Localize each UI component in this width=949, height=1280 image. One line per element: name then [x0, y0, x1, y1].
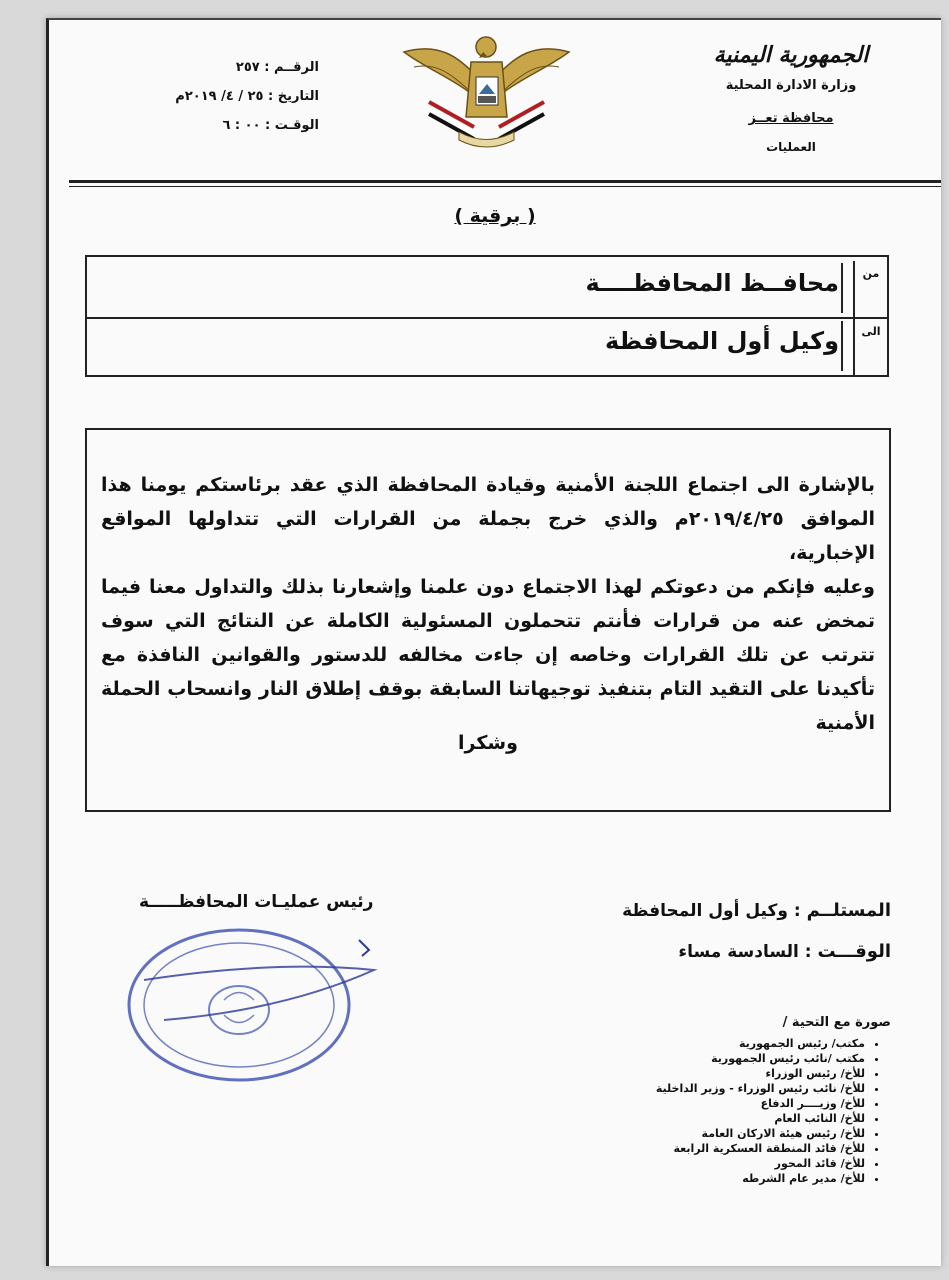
- cc-item: • للأخ/ رئيس هيئة الاركان العامة: [371, 1126, 865, 1141]
- department-name: العمليات: [766, 140, 816, 154]
- recipient-line: [622, 900, 891, 921]
- ministry-name: وزارة الادارة المحلية: [725, 78, 857, 93]
- from-separator: [841, 263, 851, 313]
- cc-title: صورة مع التحية /: [782, 1015, 891, 1030]
- receipt-time-value: : السادسة مساء: [678, 942, 812, 962]
- letter-number: الرقــم : ٢٥٧: [235, 60, 319, 75]
- recipient-label: المستلــم: [806, 900, 891, 921]
- body-paragraph-2: وعليه فإنكم من دعوتكم لهذا الاجتماع دون علمنا وإشعارنا بذلك والتداول معنا فيما تمخض عنه من قرارات فأنتم تتحملون المسئولية الكاملة عن النتائج التي سوف تترتب عن تلك القرارات وخاصه إن جاءت مخالفه للدستور والقوانين النافذة مع تأكيدنا على التقيد التام بتنفيذ توجيهاتنا السابقة بوقف إطلاق النار وانسحاب الحملة الأمنية: [101, 576, 875, 734]
- receipt-time-label: الوقـــت: [817, 941, 891, 962]
- cc-item: • مكتب/ رئيس الجمهورية: [371, 1036, 865, 1051]
- cc-item: • للأخ/ رئيس الوزراء: [371, 1066, 865, 1081]
- cc-item: • للأخ/ نائب رئيس الوزراء - وزير الداخلية: [371, 1081, 865, 1096]
- cc-item: • للأخ/ قائد المحور: [371, 1156, 865, 1171]
- receipt-block: [622, 900, 891, 982]
- letter-time: الوقـت : ٠٠ : ٦: [222, 118, 319, 133]
- document-page: [46, 18, 941, 1266]
- from-row: [87, 261, 887, 319]
- cc-item: • للأخ/ وزيــــر الدفاع: [371, 1096, 865, 1111]
- official-stamp-icon: [124, 920, 384, 1090]
- from-value: محافــظ المحافظــــة: [585, 269, 839, 297]
- body-paragraph-1: بالإشارة الى اجتماع اللجنة الأمنية وقيادة المحافظة الذي عقد برئاستكم يومنا هذا الموافق ٢٠١٩/٤/٢٥م والذي خرج بجملة من القرارات التي تتداولها المواقع الإخبارية،: [101, 474, 875, 564]
- document-type-title: ( برقية ): [454, 205, 536, 227]
- cc-item: • للأخ/ النائب العام: [371, 1111, 865, 1126]
- cc-item: • للأخ/ قائد المنطقة العسكرية الرابعة: [371, 1141, 865, 1156]
- recipient-value: : وكيل أول المحافظة: [622, 901, 801, 921]
- receipt-time-line: [622, 941, 891, 962]
- message-body: [101, 468, 875, 740]
- letter-date: التاريخ : ٢٥ / ٤/ ٢٠١٩م: [175, 89, 319, 104]
- to-label: الى: [853, 319, 887, 375]
- header-divider-thin: [69, 186, 941, 187]
- to-value: وكيل أول المحافظة: [604, 327, 839, 355]
- republic-name: الجمهورية اليمنية: [713, 42, 869, 68]
- yemen-eagle-emblem-icon: [399, 22, 574, 157]
- header-divider: [69, 180, 941, 183]
- cc-item: • مكتب /نائب رئيس الجمهورية: [371, 1051, 865, 1066]
- cc-item: • للأخ/ مدير عام الشرطه: [371, 1171, 865, 1186]
- letter-meta: [89, 60, 319, 147]
- governorate-name: محافظة تعــز: [748, 111, 834, 126]
- signatory-title: رئيس عمليـات المحافظـــــة: [139, 892, 374, 912]
- message-body-box: [85, 428, 891, 812]
- letterhead-right: [701, 42, 881, 154]
- from-to-box: [85, 255, 889, 377]
- closing-thanks: وشكرا: [458, 732, 518, 754]
- from-label: من: [853, 261, 887, 317]
- to-row: [87, 319, 887, 375]
- cc-recipients: [371, 1036, 891, 1186]
- cc-list: [371, 1015, 891, 1186]
- to-separator: [841, 321, 851, 371]
